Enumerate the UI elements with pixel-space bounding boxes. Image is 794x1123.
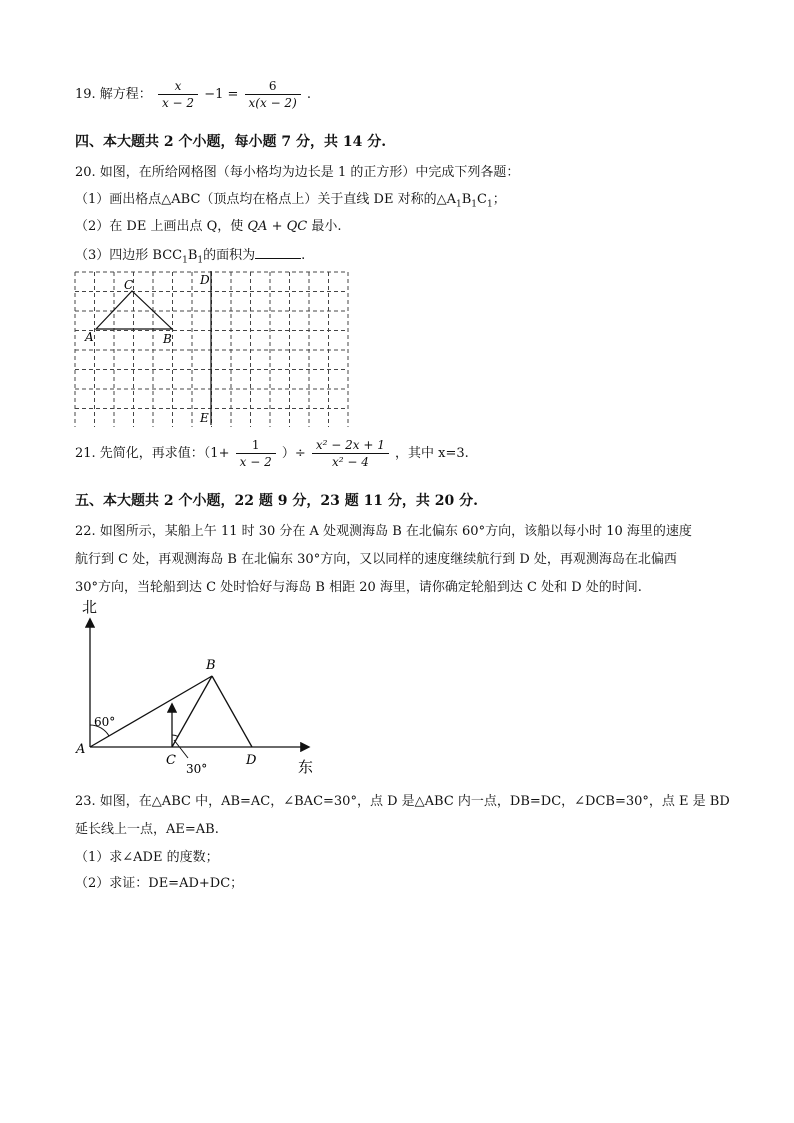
segment-bd [212, 676, 252, 747]
grid-label-d: D [200, 273, 210, 287]
fig-label-b: B [206, 658, 216, 673]
answer-blank [255, 246, 301, 259]
fig-label-d: D [246, 753, 257, 768]
fig-label-a: A [76, 742, 86, 757]
grid-figure [74, 271, 356, 427]
q19-fraction-2: $\frac{6}{x(x - 2)}$ [245, 78, 301, 111]
q21-fraction-1: $\frac{1}{x - 2}$ [236, 437, 276, 470]
fig-label-c: C [166, 753, 176, 768]
section5-title: 五、本大题共 2 个小题，22 题 9 分，23 题 11 分，共 20 分. [75, 493, 479, 509]
grid-label-c: C [124, 278, 134, 292]
q22-line-2: 航行到 C 处，再观测海岛 B 在北偏东 30°方向，又以同样的速度继续航行到 D 处，再观测海岛在北偏西 [75, 552, 677, 567]
angle-arc-c [172, 735, 178, 737]
q20-expression: QA + QC [247, 219, 308, 234]
grid-label-a: A [85, 330, 94, 344]
q20-stem: 20. 如图，在所给网格图（每小格均为边长是 1 的正方形）中完成下列各题： [75, 165, 520, 180]
section4-title: 四、本大题共 2 个小题，每小题 7 分，共 14 分. [75, 134, 387, 150]
grid-label-b: B [163, 332, 172, 346]
q21-line: 21. 先简化，再求值：（1+ $\frac{1}{x - 2}$ ）÷ $\frac{\text{x² − 2x + 1}}{\text{x² − 4}}$ ，其中 x=3. [75, 438, 469, 469]
angle-label-30: 30° [186, 762, 208, 776]
navigation-figure [70, 595, 330, 780]
angle-pointer-c [174, 740, 188, 758]
q19-line [75, 78, 311, 111]
q23-part-2: （2）求证：DE=AD+DC； [75, 876, 244, 891]
q20-part2: （2）在 DE 上画出点 Q，使 QA + QC 最小. [75, 219, 342, 234]
north-label: 北 [82, 598, 98, 616]
q21-fraction-2: $\frac{\text{x² − 2x + 1}}{\text{x² − 4}}$ [312, 437, 389, 470]
q23-part-1: （1）求∠ADE 的度数； [75, 850, 219, 865]
q19-prefix: 19. 解方程： [75, 87, 152, 102]
q23-line-2: 延长线上一点，AE=AB. [75, 822, 219, 837]
q20-part3: （3）四边形 $BCC_1B_1$的面积为 . [75, 248, 306, 266]
q19-end: . [306, 87, 312, 102]
q19-fraction-1: $\frac{x}{x - 2}$ [158, 78, 198, 111]
q19-minus-one: −1 = [204, 87, 239, 102]
q22-line-1: 22. 如图所示，某船上午 11 时 30 分在 A 处观测海岛 B 在北偏东 60°方向，该船以每小时 10 海里的速度 [75, 524, 692, 539]
east-label: 东 [298, 758, 314, 776]
q23-line-1: 23. 如图，在△ABC 中，AB=AC，∠BAC=30°，点 D 是△ABC 内一点，DB=DC，∠DCB=30°，点 E 是 BD [75, 794, 730, 809]
q20-part1: （1）画出格点△ABC（顶点均在格点上）关于直线 DE 对称的$\triangle A_1B_1C_1$； [75, 192, 506, 210]
q22-line-3: 30°方向，当轮船到达 C 处时恰好与海岛 B 相距 20 海里，请你确定轮船到达 C 处和 D 处的时间. [75, 580, 642, 595]
segment-ab [90, 676, 212, 747]
angle-label-60: 60° [94, 715, 116, 729]
grid-label-e: E [200, 411, 209, 425]
